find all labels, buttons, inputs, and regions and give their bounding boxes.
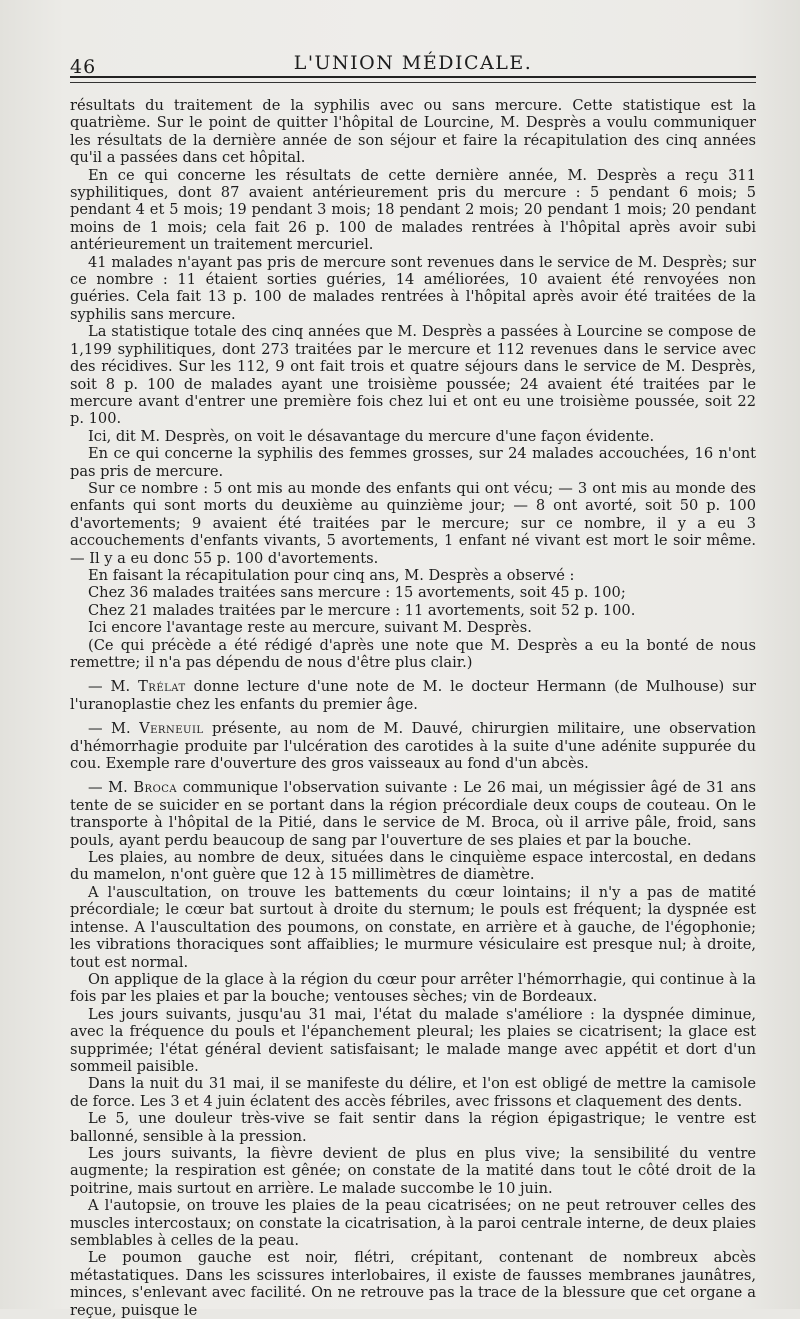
paragraph: Les plaies, au nombre de deux, situées dans le cinquième espace intercostal, en dedans du mamelon, n'ont guère que 12 à 15 millimètres de diamètre. xyxy=(70,849,756,884)
paragraph: A l'auscultation, on trouve les battements du cœur lointains; il n'y a pas de matité précordiale; le cœur bat surtout à droite du sternum; le pouls est fréquent; la dyspnée est intense. A l'auscultation des poumons, on constate, en arrière et à gauche, de l'égophonie; les vibrations thoraciques sont affaiblies; le murmure vésiculaire est presque nul; à droite, tout est normal. xyxy=(70,883,756,971)
paragraph: Les jours suivants, jusqu'au 31 mai, l'état du malade s'améliore : la dyspnée diminue, avec la fréquence du pouls et l'épanchement pleural; les plaies se cicatrisent; la glace est supprimée; l'état général devient satisfaisant; le malade mange avec appétit et dort d'un sommeil paisible. xyxy=(70,1005,756,1075)
paragraph: Les jours suivants, la fièvre devient de plus en plus vive; la sensibilité du ventre augmente; la respiration est gênée; on constate de la matité dans tout le côté droit de la poitrine, mais surtout en arrière. Le malade succombe le 10 juin. xyxy=(70,1144,756,1197)
paragraph: Chez 36 malades traitées sans mercure : 15 avortements, soit 45 p. 100; xyxy=(88,584,626,602)
paragraph: — M. Broca communique l'observation suivante : Le 26 mai, un mégissier âgé de 31 ans tente de se suicider en se portant dans la région précordiale deux coups de couteau. On le transporte à l'hôpital de la Pitié, dans le service de M. Broca, où il arrive pâle, froid, sans pouls, ayant perdu beaucoup de sang par l'ouverture de ses plaies et par la bouche. xyxy=(70,779,756,849)
article-body xyxy=(70,97,756,1319)
paragraph: résultats du traitement de la syphilis avec ou sans mercure. Cette statistique est la quatrième. Sur le point de quitter l'hôpital de Lourcine, M. Desprès a voulu communiquer les résultats de la dernière année de son séjour et faire la récapitulation des cinq années qu'il a passées dans cet hôpital. xyxy=(70,97,756,167)
paragraph: (Ce qui précède a été rédigé d'après une note que M. Desprès a eu la bonté de nous remettre; il n'a pas dépendu de nous d'être plus clair.) xyxy=(70,636,756,671)
paragraph: La statistique totale des cinq années que M. Desprès a passées à Lourcine se compose de 1,199 syphilitiques, dont 273 traitées par le mercure et 112 revenues dans le service avec des récidives. Sur les 112, 9 ont fait trois et quatre séjours dans le service de M. Desprès, soit 8 p. 100 de malades ayant une troisième poussée; 24 avaient été traitées par le mercure avant d'entrer une première fois chez lui et ont eu une troisième poussée, soit 22 p. 100. xyxy=(70,323,756,428)
page-number: 46 xyxy=(70,56,97,78)
journal-title: L'UNION MÉDICALE. xyxy=(293,52,533,74)
speaker-name: Broca xyxy=(133,779,178,797)
paragraph: — M. Verneuil présente, au nom de M. Dauvé, chirurgien militaire, une observation d'hémorrhagie produite par l'ulcération des carotides à la suite d'une adénite suppurée du cou. Exemple rare d'ouverture des gros vaisseaux au fond d'un abcès. xyxy=(70,720,756,773)
running-head xyxy=(70,48,756,78)
header-rule xyxy=(70,82,756,83)
paragraph: Dans la nuit du 31 mai, il se manifeste du délire, et l'on est obligé de mettre la camisole de force. Les 3 et 4 juin éclatent des accès fébriles, avec frissons et claquement des dents. xyxy=(70,1075,756,1110)
paragraph: En ce qui concerne les résultats de cette dernière année, M. Desprès a reçu 311 syphilitiques, dont 87 avaient antérieurement pris du mercure : 5 pendant 6 mois; 5 pendant 4 et 5 mois; 19 pendant 3 mois; 18 pendant 2 mois; 20 pendant 1 mois; 20 pendant moins de 1 mois; cela fait 26 p. 100 de malades rentrées à l'hôpital après avoir subi antérieurement un traitement mercuriel. xyxy=(70,166,756,254)
speaker-name: Verneuil xyxy=(139,720,204,738)
paragraph: On applique de la glace à la région du cœur pour arrêter l'hémorrhagie, qui continue à la fois par les plaies et par la bouche; ventouses sèches; vin de Bordeaux. xyxy=(70,970,756,1006)
paragraph: En ce qui concerne la syphilis des femmes grosses, sur 24 malades accouchées, 16 n'ont pas pris de mercure. xyxy=(70,445,756,480)
paragraph: Ici, dit M. Desprès, on voit le désavantage du mercure d'une façon évidente. xyxy=(88,427,655,445)
paragraph: Le 5, une douleur très-vive se fait sentir dans la région épigastrique; le ventre est ballonné, sensible à la pression. xyxy=(70,1110,756,1145)
paragraph: Ici encore l'avantage reste au mercure, suivant M. Desprès. xyxy=(88,619,532,637)
paragraph: Sur ce nombre : 5 ont mis au monde des enfants qui ont vécu; — 3 ont mis au monde des enfants qui sont morts du deuxième au quinzième jour; — 8 ont avorté, soit 50 p. 100 d'avortements; 9 avaient été traitées par le mercure; sur ce nombre, il y a eu 3 accouchements d'enfants vivants, 5 avortements, 1 enfant né vivant est mort le soir même. — Il y a eu donc 55 p. 100 d'avortements. xyxy=(70,479,756,567)
paragraph: Chez 21 malades traitées par le mercure : 11 avortements, soit 52 p. 100. xyxy=(88,601,636,619)
paragraph: Le poumon gauche est noir, flétri, crépitant, contenant de nombreux abcès métastatiques. Dans les scissures interlobaires, il existe de fausses membranes jaunâtres, minces, s'enlevant avec facilité. On ne retrouve pas la trace de la blessure que cet organe a reçue, puisque le xyxy=(70,1249,756,1319)
speaker-name: Trélat xyxy=(138,678,186,696)
paragraph: A l'autopsie, on trouve les plaies de la peau cicatrisées; on ne peut retrouver celles des muscles intercostaux; on constate la cicatrisation, à la paroi centrale interne, de deux plaies semblables à celles de la peau. xyxy=(70,1197,756,1249)
paragraph: En faisant la récapitulation pour cinq ans, M. Desprès a observé : xyxy=(88,566,575,584)
paragraph: 41 malades n'ayant pas pris de mercure sont revenues dans le service de M. Desprès; sur ce nombre : 11 étaient sorties guéries, 14 améliorées, 10 avaient été renvoyées non guéries. Cela fait 13 p. 100 de malades rentrées à l'hôpital après avoir été traitées de la syphilis sans mercure. xyxy=(70,253,756,323)
paragraph: — M. Trélat donne lecture d'une note de M. le docteur Hermann (de Mulhouse) sur l'uranoplastie chez les enfants du premier âge. xyxy=(70,678,756,713)
